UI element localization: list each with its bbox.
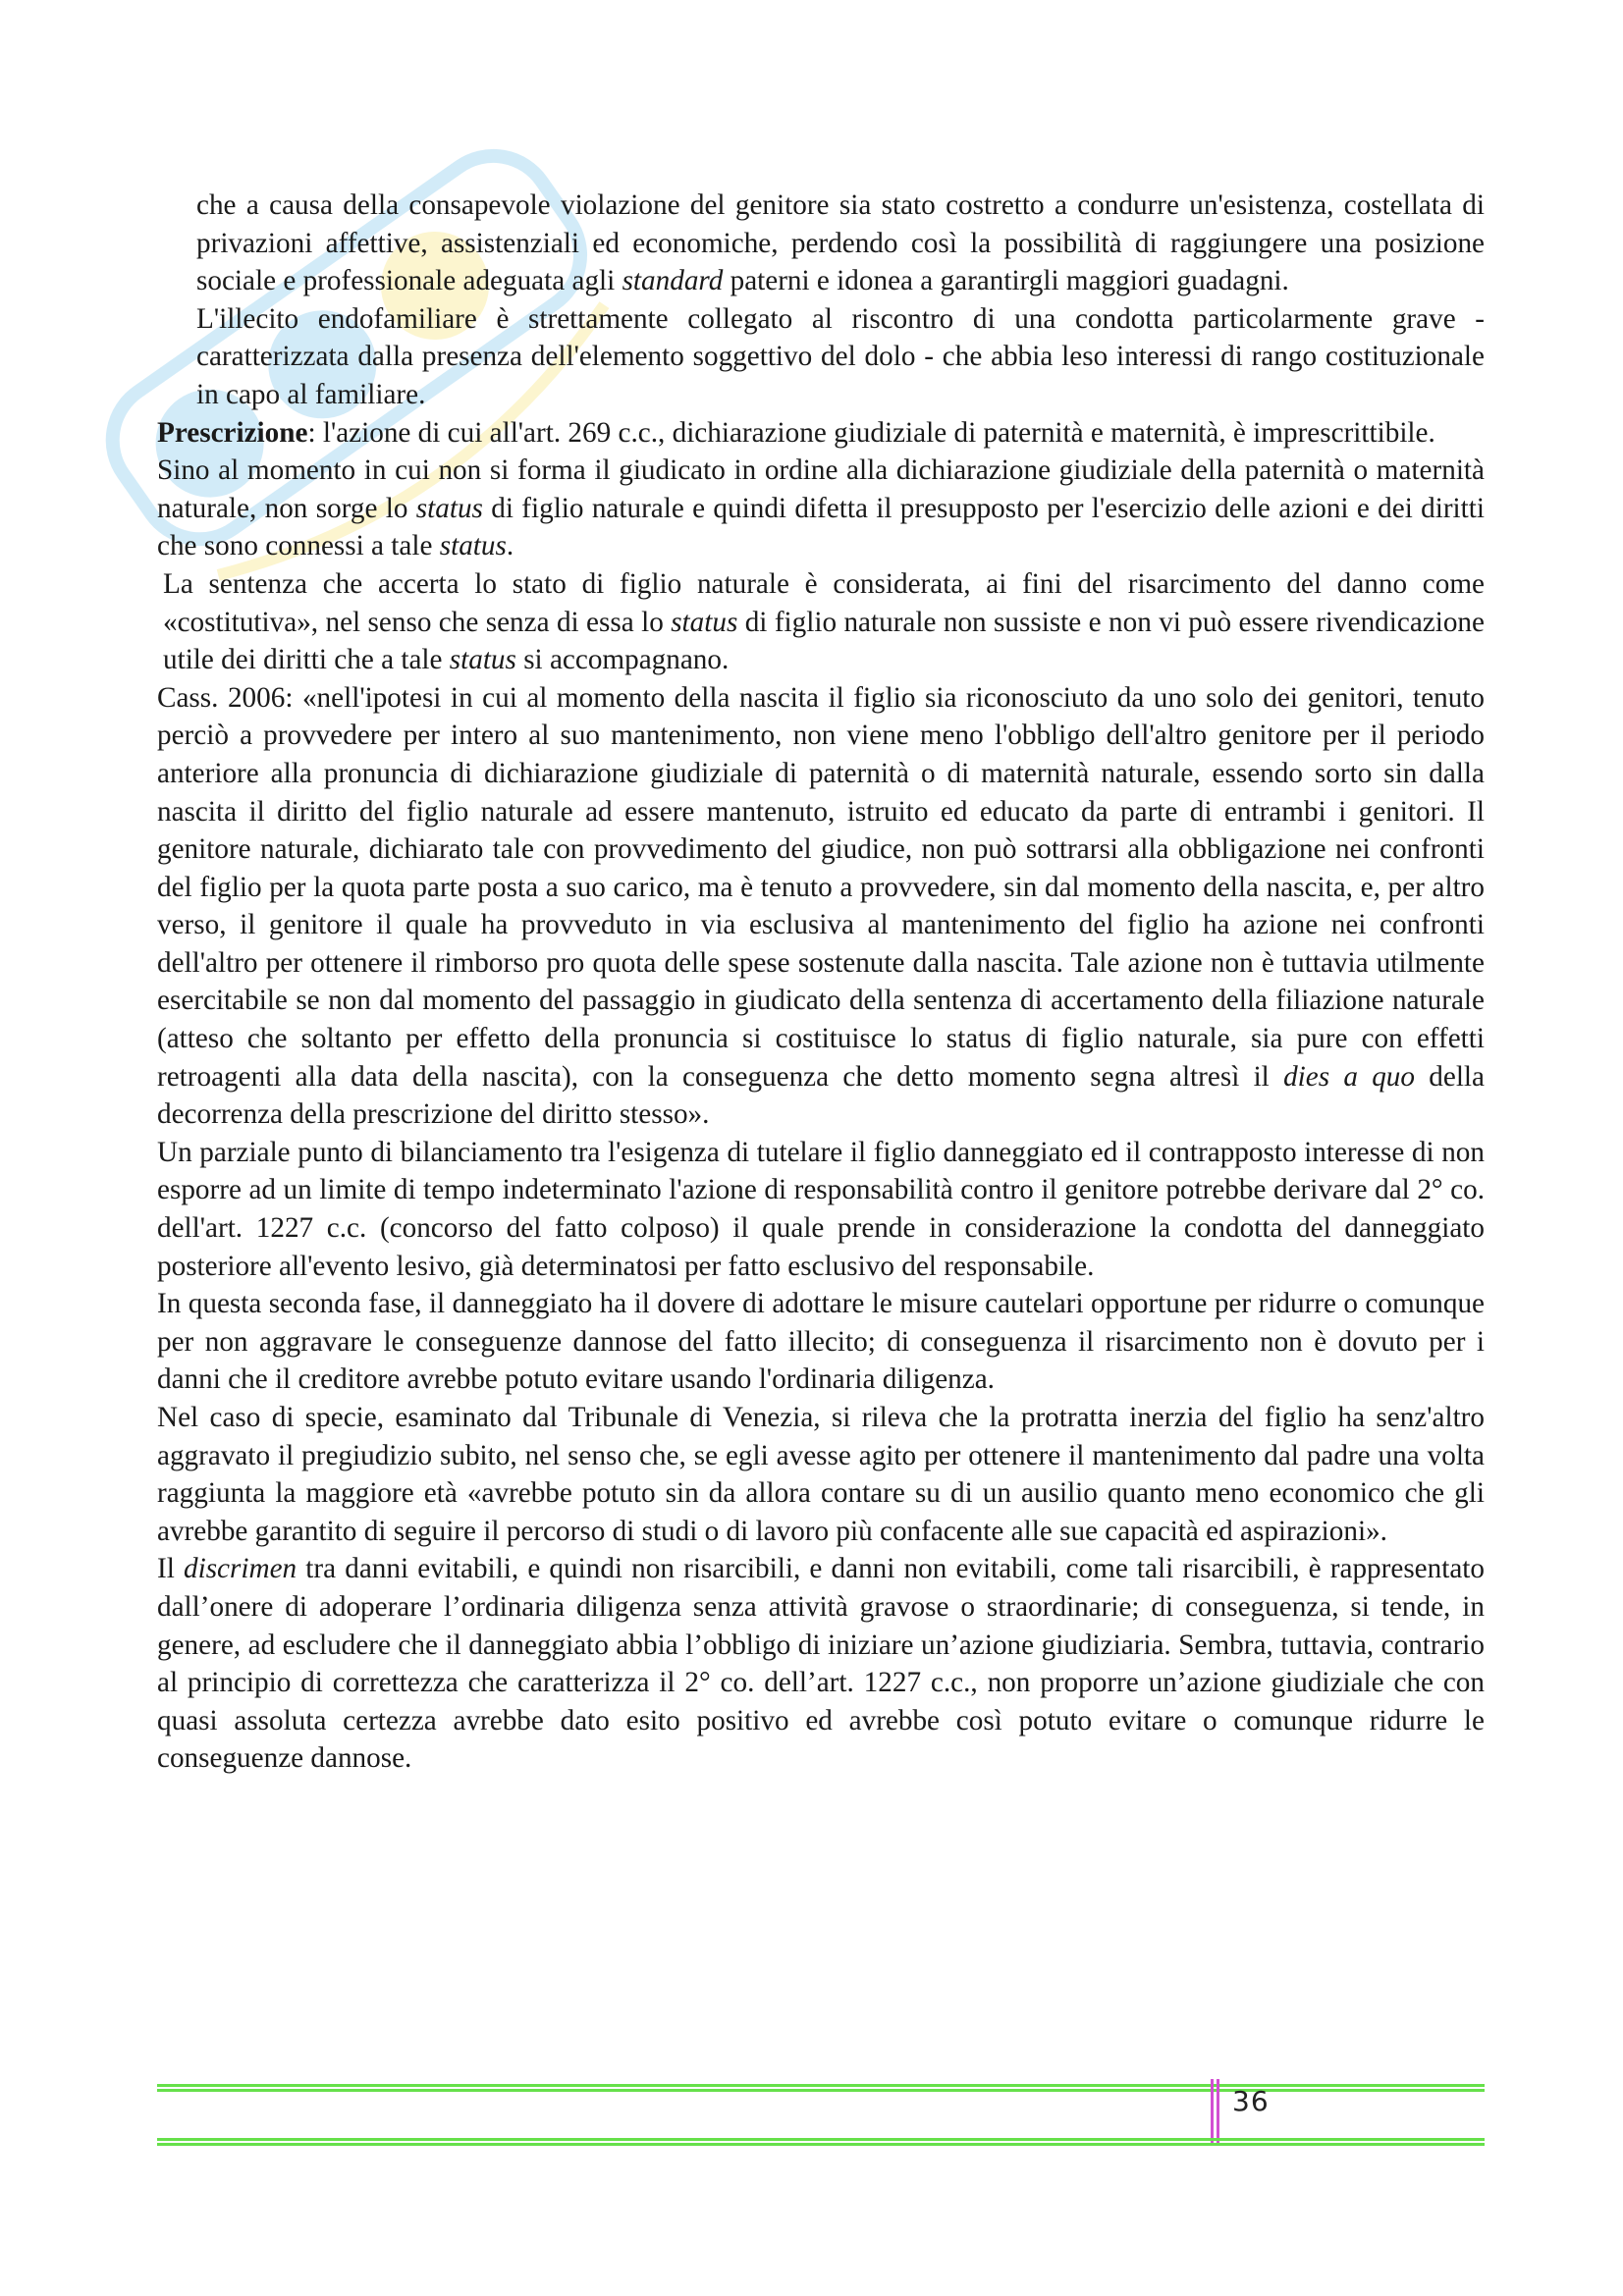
paragraph: Il discrimen tra danni evitabili, e quindi non risarcibili, e danni non evitabili, come tali risarcibili, è rappresentato dall’onere di adoperare l’ordinaria diligenza senza attività gravose o straordinarie; di conseguenza, si tende, in genere, ad escludere che il danneggiato abbia l’obbligo di iniziare un’azione giudiziaria. Sembra, tuttavia, contrario al principio di correttezza che caratterizza il 2° co. dell’art. 1227 c.c., non proporre un’azione giudiziale che con quasi assoluta certezza avrebbe dato esito positivo ed avrebbe così potuto evitare o comunque ridurre le conseguenze dannose. [157,1553,1485,1775]
paragraph: In questa seconda fase, il danneggiato ha il dovere di adottare le misure cautelari opportune per ridurre o comunque per non aggravare le conseguenze dannose del fatto illecito; di conseguenza il risarcimento non è dovuto per i danni che il creditore avrebbe potuto evitare usando l'ordinaria diligenza. [157,1288,1485,1396]
paragraph: che a causa della consapevole violazione del genitore sia stato costretto a condurre un'esistenza, costellata di privazioni affettive, assistenziali ed economiche, perdendo così la possibilità di raggiungere una posizione sociale e professionale adeguata agli standard paterni e idonea a garantirgli maggiori guadagni. [196,189,1485,297]
paragraph: Cass. 2006: «nell'ipotesi in cui al momento della nascita il figlio sia riconosciuto da uno solo dei genitori, tenuto perciò a provvedere per intero al suo mantenimento, non viene meno l'obbligo dell'altro genitore per il periodo anteriore alla pronuncia di dichiarazione giudiziale di paternità o di maternità naturale, essendo sorto sin dalla nascita il diritto del figlio naturale ad essere mantenuto, istruito ed educato da parte di entrambi i genitori. Il genitore naturale, dichiarato tale con provvedimento del giudice, non può sottrarsi alla obbligazione nei confronti del figlio per la quota parte posta a suo carico, ma è tenuto a provvedere, sin dal momento della nascita, e, per altro verso, il genitore il quale ha provveduto in via esclusiva al mantenimento del figlio ha azione nei confronti dell'altro per ottenere il rimborso pro quota delle spese sostenute dalla nascita. Tale azione non è tuttavia utilmente esercitabile se non dal momento del passaggio in giudicato della sentenza di accertamento della filiazione naturale (atteso che soltanto per effetto della pronuncia si costituisce lo status di figlio naturale, sia pure con effetti retroagenti alla data della nascita), con la conseguenza che detto momento segna altresì il dies a quo della decorrenza della prescrizione del diritto stesso». [157,681,1485,1131]
paragraph: Prescrizione: l'azione di cui all'art. 269 c.c., dichiarazione giudiziale di paternità e maternità, è imprescrittibile. [157,416,1435,449]
paragraph: La sentenza che accerta lo stato di figlio naturale è considerata, ai fini del risarcimento del danno come «costitutiva», nel senso che senza di essa lo status di figlio naturale non sussiste e non vi può essere rivendicazione utile dei diritti che a tale status si accompagnano. [163,567,1485,676]
footer-rule-bottom [157,2133,1485,2141]
page-number: 36 [1232,2085,1270,2117]
body-text [157,187,1485,1778]
paragraph: Sino al momento in cui non si forma il giudicato in ordine alla dichiarazione giudiziale della paternità o maternità naturale, non sorge lo status di figlio naturale e quindi difetta il presupposto per l'esercizio delle azioni e dei diritti che sono connessi a tale status. [157,454,1485,562]
paragraph: Un parziale punto di bilanciamento tra l'esigenza di tutelare il figlio danneggiato ed il contrapposto interesse di non esporre ad un limite di tempo indeterminato l'azione di responsabilità contro il genitore potrebbe derivare dal 2° co. dell'art. 1227 c.c. (concorso del fatto colposo) il quale prende in considerazione la condotta del danneggiato posteriore all'evento lesivo, già determinatosi per fatto esclusivo del responsabile. [157,1136,1485,1282]
paragraph: Nel caso di specie, esaminato dal Tribunale di Venezia, si rileva che la protratta inerzia del figlio ha senz'altro aggravato il pregiudizio subito, nel senso che, se egli avesse agito per ottenere il mantenimento dal padre una volta raggiunta la maggiore età «avrebbe potuto sin da allora contare su di un ausilio quanto meno economico che gli avrebbe garantito di seguire il percorso di studi o di lavoro più confacente alle sue capacità ed aspirazioni». [157,1402,1485,1547]
footer-rule-top [157,2079,1485,2087]
paragraph: L'illecito endofamiliare è strettamente collegato al riscontro di una condotta particolarmente grave - caratterizzata dalla presenza dell'elemento soggettivo del dolo - che abbia leso interessi di rango costituzionale in capo al familiare. [196,302,1485,410]
